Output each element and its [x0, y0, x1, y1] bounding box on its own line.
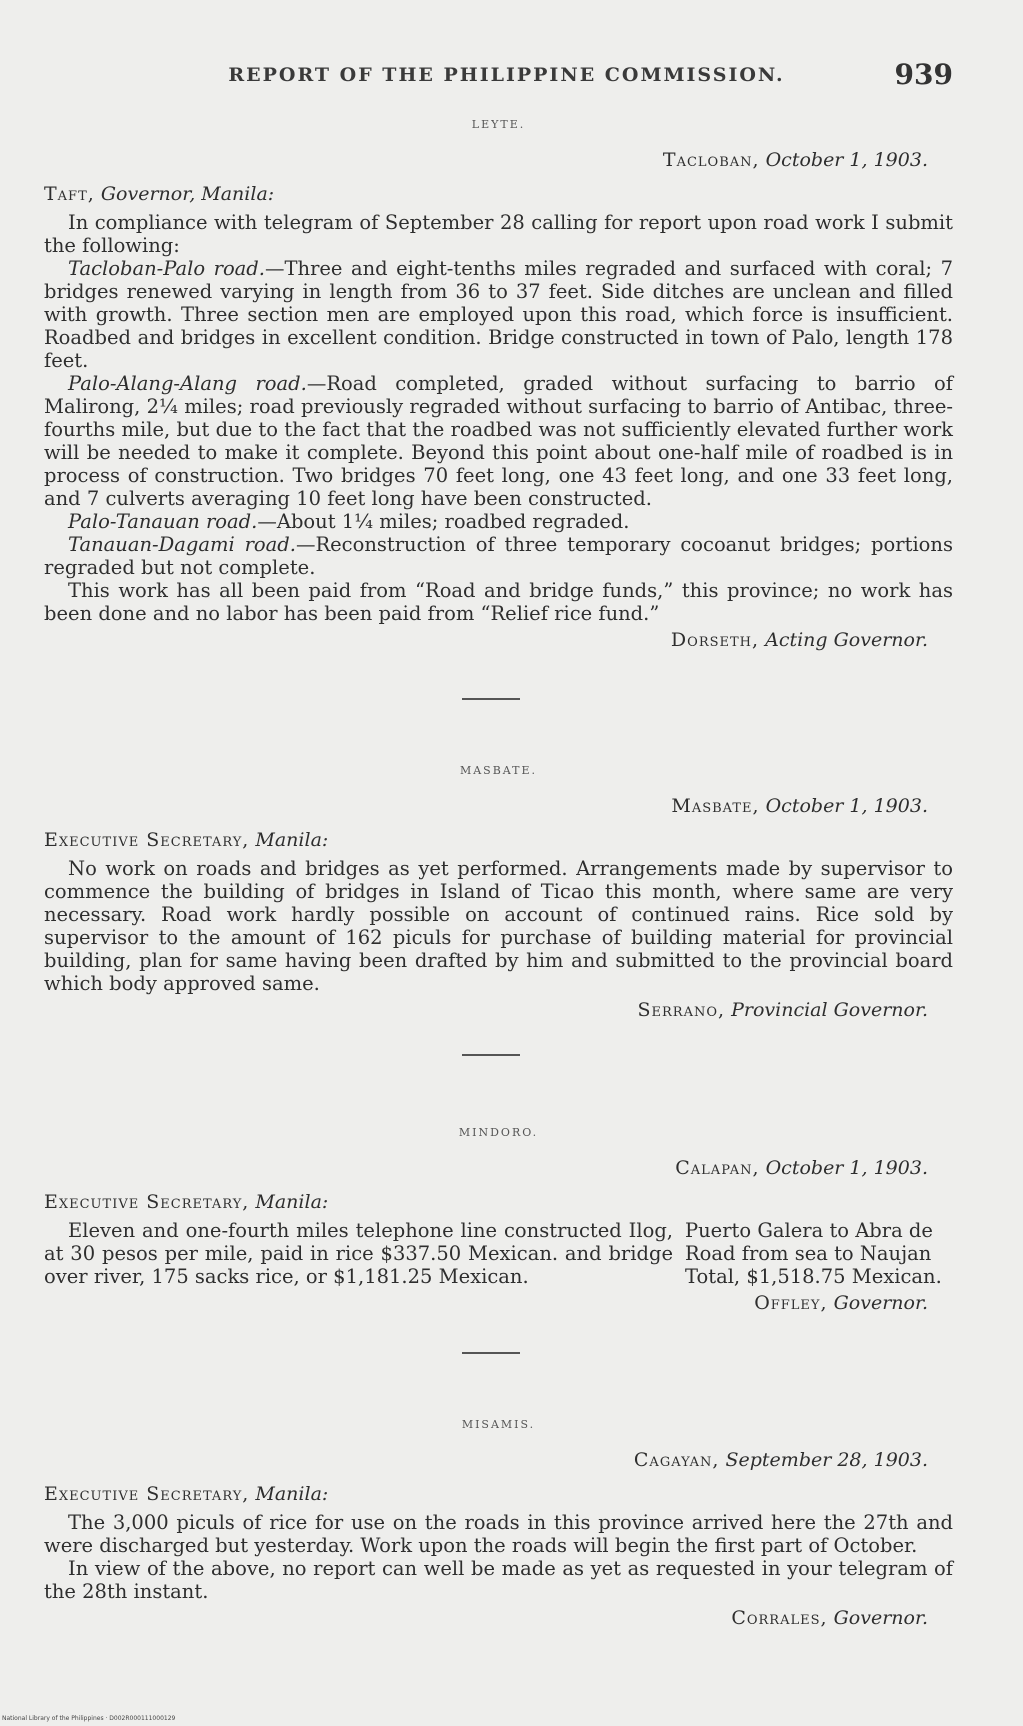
- dateline: [44, 795, 928, 817]
- addressee: [44, 1483, 953, 1505]
- paragraph: [44, 372, 953, 510]
- addressee: [44, 1191, 953, 1213]
- paragraph: No work on roads and bridges as yet performed. Arrangements made by supervisor to commence the building of bridges in Island of Ticao this month, where same are very necessary. Road work hardly possible on account of continued rains. Rice sold by supervisor to the amount of 162 piculs for purchase of building material for provincial building, plan for same having been drafted by him and submitted to the provincial board which body approved same.: [44, 857, 953, 995]
- addressee-title: Governor, Manila:: [100, 183, 275, 205]
- signature: [44, 999, 928, 1021]
- dateline: [44, 1157, 928, 1179]
- addressee-name: Executive Secretary,: [44, 829, 250, 851]
- place: Calapan,: [675, 1157, 760, 1179]
- signature: [44, 629, 928, 651]
- date: October 1, 1903.: [765, 795, 928, 817]
- signer-name: Dorseth,: [670, 629, 760, 651]
- signature: [44, 1607, 928, 1629]
- signer-title: Acting Governor.: [765, 629, 928, 651]
- addressee-title: Manila:: [255, 1483, 329, 1505]
- addressee-title: Manila:: [255, 1191, 329, 1213]
- road-name: Palo-Alang-Alang road.: [68, 372, 307, 395]
- section-divider: [462, 698, 520, 700]
- section-heading: LEYTE.: [471, 118, 526, 131]
- page-number: 939: [894, 58, 953, 91]
- addressee: [44, 183, 953, 205]
- addressee: [44, 829, 953, 851]
- running-head: [60, 58, 953, 94]
- place: Tacloban,: [662, 149, 760, 171]
- paragraph: [44, 533, 953, 579]
- date: October 1, 1903.: [765, 1157, 928, 1179]
- signer-title: Governor.: [833, 1292, 928, 1314]
- addressee-name: Executive Secretary,: [44, 1483, 250, 1505]
- signer-title: Governor.: [833, 1607, 928, 1629]
- section-masbate: [44, 764, 953, 1021]
- paragraph: The 3,000 piculs of rice for use on the roads in this province arrived here the 27th and were discharged but yesterday. Work upon the roads will begin the first part of October.: [44, 1511, 953, 1557]
- dateline: [44, 1449, 928, 1471]
- section-mindoro: [44, 1126, 953, 1314]
- signer-name: Offley,: [754, 1292, 828, 1314]
- section-heading: MISAMIS.: [461, 1418, 536, 1431]
- signer-name: Serrano,: [637, 999, 726, 1021]
- paragraph: [44, 510, 953, 533]
- paragraph-text: —Road completed, graded without surfacing to barrio of Malirong, 2¼ miles; road previously regraded without surfacing to barrio of Antibac, three-fourths mile, but due to the fact that the roadbed was not sufficiently elevated further work will be needed to make it complete. Beyond this point about one-half mile of roadbed is in process of construction. Two bridges 70 feet long, one 43 feet long, and one 33 feet long, and 7 culverts averaging 10 feet long have been constructed.: [44, 372, 953, 510]
- signer-name: Corrales,: [731, 1607, 828, 1629]
- scan-credit: National Library of the Philippines · D002R000111000129: [2, 1715, 176, 1722]
- road-name: Tacloban-Palo road.: [68, 257, 265, 280]
- section-heading: MASBATE.: [459, 764, 538, 777]
- addressee-title: Manila:: [255, 829, 329, 851]
- section-divider: [462, 1054, 520, 1056]
- section-divider: [462, 1352, 520, 1354]
- paragraph-left-column: Eleven and one-fourth miles telephone line constructed Ilog, at 30 pesos per mile, paid in rice $337.50 Mexican. and bridge over river, 175 sacks rice, or $1,181.25 Mexican.: [44, 1219, 673, 1288]
- section-misamis: [44, 1418, 953, 1629]
- road-name: Palo-Tanauan road.: [68, 510, 258, 533]
- paragraph: [44, 257, 953, 372]
- place: Cagayan,: [633, 1449, 720, 1471]
- section-leyte: [44, 118, 953, 651]
- road-name: Tanauan-Dagami road.: [68, 533, 296, 556]
- paragraph: In view of the above, no report can well be made as yet as requested in your telegram of the 28th instant.: [44, 1557, 953, 1603]
- paragraph-text: —Reconstruction of three temporary cocoanut bridges; portions regraded but not complete.: [44, 533, 953, 579]
- date: October 1, 1903.: [765, 149, 928, 171]
- report-title: REPORT OF THE PHILIPPINE COMMISSION.: [228, 64, 785, 86]
- paragraph: This work has all been paid from “Road and bridge funds,” this province; no work has been done and no labor has been paid from “Relief rice fund.”: [44, 579, 953, 625]
- paragraph-text: —About 1¼ miles; roadbed regraded.: [257, 510, 630, 533]
- paragraph-right-column: Puerto Galera to Abra de Road from sea to Naujan Total, $1,518.75 Mexican.: [685, 1219, 942, 1288]
- date: September 28, 1903.: [725, 1449, 928, 1471]
- place: Masbate,: [671, 795, 760, 817]
- section-heading: MINDORO.: [458, 1126, 539, 1139]
- addressee-name: Executive Secretary,: [44, 1191, 250, 1213]
- signature: [44, 1292, 928, 1314]
- addressee-name: Taft,: [44, 183, 95, 205]
- dateline: [44, 149, 928, 171]
- telegram-columns: [44, 1219, 953, 1288]
- paragraph: In compliance with telegram of September 28 calling for report upon road work I submit the following:: [44, 211, 953, 257]
- paragraph-text: —Three and eight-tenths miles regraded and surfaced with coral; 7 bridges renewed varying in length from 36 to 37 feet. Side ditches are unclean and filled with growth. Three section men are employed upon this road, which force is insufficient. Roadbed and bridges in excellent condition. Bridge constructed in town of Palo, length 178 feet.: [44, 257, 954, 372]
- signer-title: Provincial Governor.: [731, 999, 928, 1021]
